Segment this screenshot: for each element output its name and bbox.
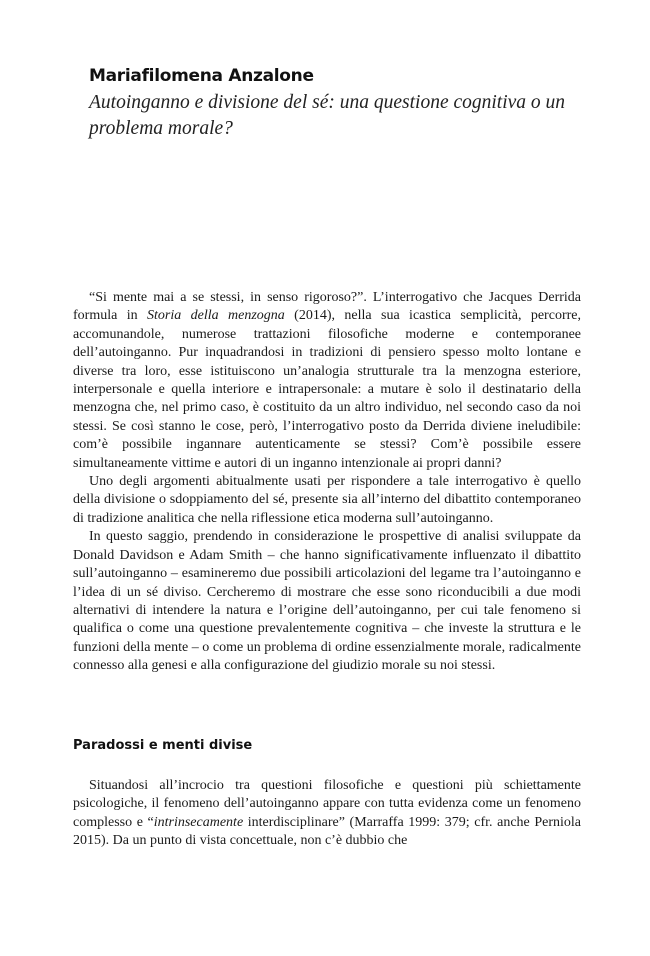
- paragraph-text: “Si mente mai a se stessi, in senso rigoroso?”. L’interrogativo che Jacques Derrida formula in: [73, 290, 581, 324]
- section-heading: Paradossi e menti divise: [73, 738, 253, 753]
- paragraph: In questo saggio, prendendo in considerazione le prospettive di analisi sviluppate da Donald Davidson e Adam Smith – che hanno significativamente influenzato il dibattito sull’autoinganno – esamineremo due possibili articolazioni del legame tra l’autoinganno e l’idea di un sé diviso. Cercheremo di mostrare che esse sono riconducibili a due modi alternativi di intendere la natura e l’origine dell’autoinganno, per cui tale fenomeno si qualifica o come una questione prevalentemente cognitiva – che investe la struttura e le funzioni della mente – o come un problema di ordine essenzialmente morale, radicalmente connesso alla genesi e alla configurazione del giudizio morale su noi stessi.: [73, 529, 581, 674]
- section-text: [73, 777, 581, 851]
- paragraph-text: (2014), nella sua icastica semplicità, percorre, accomunandole, numerose trattazioni filosofiche moderne e contemporanee dell’autoinganno. Pur inquadrandosi in tradizioni di pensiero spesso molto lontane e diverse tra loro, esse istituiscono un’analogia strutturale tra la menzogna esteriore, interpersonale e quella interiore e intrapersonale: a mutare è solo il destinatario della menzogna che, nel primo caso, è costituito da un altro individuo, nel secondo caso da noi stessi. Se così stanno le cose, però, l’interrogativo posto da Derrida diviene ineludibile: com’è possibile ingannare autenticamente se stessi? Com’è possibile essere simultaneamente vittime e autori di un inganno intenzionale ai propri danni?: [73, 308, 581, 471]
- paragraph-text: interdisciplinare” (Marraffa 1999: 379; cfr. anche Perniola 2015). Da un punto di vista concettuale, non c’è dubbio che: [73, 814, 582, 849]
- cited-work-title: Storia della menzogna: [147, 308, 285, 324]
- paragraph: Uno degli argomenti abitualmente usati per rispondere a tale interrogativo è quello della divisione o sdoppiamento del sé, presente sia all’interno del dibattito contemporaneo di tradizione analitica che nella riflessione etica moderna sull’autoinganno.: [73, 474, 581, 526]
- author-name: Mariafilomena Anzalone: [89, 66, 314, 86]
- emphasized-word: intrinsecamente: [153, 814, 244, 830]
- paragraph: [73, 289, 581, 473]
- introduction-text: [73, 289, 581, 676]
- paragraph: [73, 777, 581, 851]
- article-title: Autoinganno e divisione del sé: una questione cognitiva o un problema morale?: [89, 92, 566, 139]
- paragraph-text: Situandosi all’incrocio tra questioni filosofiche e questioni più schiettamente psicologiche, il fenomeno dell’autoinganno appare con tutta evidenza come un fenomeno complesso e “: [73, 778, 581, 830]
